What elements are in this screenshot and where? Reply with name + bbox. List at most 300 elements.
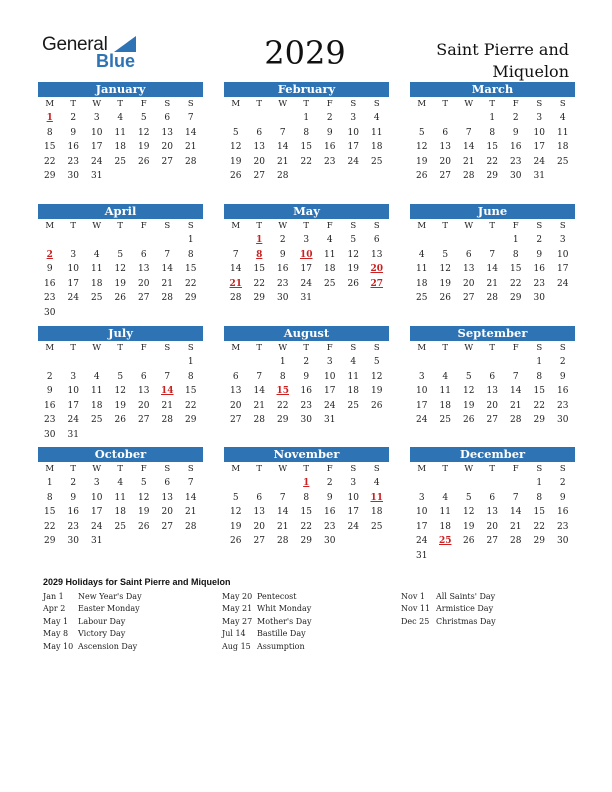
- weekday-label: S: [164, 343, 171, 353]
- calendar-date: 28: [161, 415, 173, 425]
- calendar-date: 11: [91, 264, 103, 274]
- month-title: July: [38, 326, 203, 341]
- calendar-date: 28: [185, 521, 197, 532]
- calendar-date: 7: [164, 249, 171, 260]
- holiday-date: 2: [46, 249, 53, 260]
- holiday-row: [401, 603, 571, 615]
- weekday-label: F: [140, 221, 147, 231]
- calendar-date: 6: [232, 371, 239, 382]
- calendar-date: 20: [486, 521, 498, 532]
- weekday-label: M: [45, 99, 55, 109]
- holiday-date-label: May 8: [43, 629, 69, 639]
- calendar-date: 25: [371, 521, 383, 532]
- calendar-date: 30: [300, 415, 312, 425]
- month-march: [410, 82, 575, 184]
- calendar-date: 2: [326, 113, 333, 123]
- calendar-date: 1: [279, 357, 286, 367]
- month-title: March: [410, 82, 575, 97]
- calendar-date: 5: [350, 235, 357, 245]
- weekday-label: S: [187, 343, 194, 353]
- calendar-date: 17: [416, 400, 428, 411]
- calendar-date: 16: [44, 400, 56, 411]
- empty-cell: [156, 355, 180, 370]
- calendar-date: 6: [164, 113, 171, 123]
- calendar-date: 12: [347, 249, 359, 260]
- calendar-date: 10: [67, 386, 79, 396]
- calendar-date: 7: [279, 127, 286, 138]
- calendar-date: 10: [91, 127, 103, 138]
- calendar-date: 1: [512, 235, 519, 245]
- calendar-date: 8: [512, 249, 519, 260]
- day-grid: [224, 97, 389, 184]
- calendar-date: 17: [416, 521, 428, 532]
- month-title: September: [410, 326, 575, 341]
- holiday-date-label: May 1: [43, 616, 69, 626]
- calendar-date: 1: [536, 357, 543, 367]
- weekday-label: M: [45, 221, 55, 231]
- holiday-row: [222, 641, 392, 653]
- holiday-row: [222, 628, 392, 640]
- calendar-date: 3: [350, 478, 357, 488]
- day-grid: [224, 462, 389, 549]
- calendar-date: 12: [114, 264, 126, 274]
- calendar-date: 13: [253, 142, 265, 152]
- calendar-date: 2: [512, 113, 519, 123]
- month-title: August: [224, 326, 389, 341]
- weekday-label: T: [117, 221, 124, 231]
- calendar-date: 6: [140, 371, 147, 382]
- calendar-date: 24: [67, 293, 79, 303]
- calendar-date: 25: [439, 415, 451, 425]
- calendar-date: 20: [463, 278, 475, 289]
- calendar-date: 9: [536, 249, 543, 260]
- calendar-date: 10: [347, 492, 359, 503]
- calendar-date: 11: [114, 492, 126, 503]
- calendar-date: 16: [533, 264, 545, 274]
- calendar-date: 15: [253, 264, 265, 274]
- calendar-date: 31: [91, 171, 103, 181]
- calendar-date: 24: [91, 156, 103, 167]
- calendar-date: 6: [465, 249, 472, 260]
- calendar-date: 26: [347, 278, 359, 289]
- calendar-date: 23: [300, 400, 312, 411]
- empty-cell: [132, 355, 156, 370]
- calendar-date: 9: [279, 249, 286, 260]
- calendar-date: 18: [347, 386, 359, 396]
- weekday-label: T: [256, 99, 263, 109]
- calendar-date: 25: [557, 156, 569, 167]
- weekday-label: W: [92, 99, 102, 109]
- calendar-date: 4: [93, 249, 100, 260]
- calendar-date: 14: [185, 492, 197, 503]
- calendar-date: 14: [510, 507, 522, 517]
- calendar-date: 5: [117, 249, 124, 260]
- calendar-date: 18: [557, 142, 569, 152]
- calendar-date: 12: [463, 507, 475, 517]
- holiday-column: [222, 591, 392, 653]
- calendar-date: 4: [93, 371, 100, 382]
- empty-cell: [481, 233, 505, 248]
- calendar-date: 30: [67, 171, 79, 181]
- calendar-date: 21: [185, 142, 197, 152]
- calendar-date: 9: [326, 127, 333, 138]
- calendar-date: 7: [489, 249, 496, 260]
- calendar-date: 18: [439, 521, 451, 532]
- weekday-label: S: [164, 221, 171, 231]
- weekday-label: S: [350, 464, 357, 474]
- holiday-date: 1: [256, 235, 263, 245]
- weekday-label: T: [256, 221, 263, 231]
- holiday-row: [43, 603, 213, 615]
- empty-cell: [38, 355, 62, 370]
- calendar-date: 4: [117, 113, 124, 123]
- calendar-date: 16: [277, 264, 289, 274]
- calendar-date: 8: [536, 371, 543, 382]
- calendar-date: 26: [463, 415, 475, 425]
- calendar-date: 10: [324, 371, 336, 382]
- calendar-date: 9: [559, 371, 566, 382]
- holiday-date: 8: [256, 249, 263, 260]
- calendar-date: 26: [463, 536, 475, 546]
- calendar-date: 24: [347, 156, 359, 167]
- holiday-name: Ascension Day: [78, 641, 138, 651]
- holiday-name: Easter Monday: [78, 604, 140, 614]
- calendar-date: 8: [279, 371, 286, 382]
- holiday-row: [43, 591, 213, 603]
- calendar-date: 5: [232, 127, 239, 138]
- weekday-label: W: [464, 221, 474, 231]
- calendar-date: 5: [117, 371, 124, 382]
- calendar-date: 28: [161, 293, 173, 303]
- day-grid: [38, 219, 203, 320]
- calendar-date: 10: [557, 249, 569, 260]
- calendar-date: 12: [371, 371, 383, 382]
- empty-cell: [62, 355, 86, 370]
- month-title: February: [224, 82, 389, 97]
- weekday-label: T: [442, 221, 449, 231]
- calendar-date: 8: [187, 249, 194, 260]
- month-may: [224, 204, 389, 306]
- weekday-label: S: [187, 464, 194, 474]
- calendar-date: 30: [67, 536, 79, 546]
- calendar-date: 30: [557, 415, 569, 425]
- empty-cell: [38, 233, 62, 248]
- calendar-date: 27: [253, 171, 265, 181]
- calendar-date: 20: [138, 278, 150, 289]
- calendar-date: 25: [347, 400, 359, 411]
- calendar-date: 23: [510, 156, 522, 167]
- empty-cell: [109, 355, 133, 370]
- weekday-label: S: [187, 221, 194, 231]
- holiday-row: [222, 603, 392, 615]
- calendar-date: 13: [439, 142, 451, 152]
- calendar-date: 6: [442, 127, 449, 138]
- calendar-date: 30: [44, 307, 56, 318]
- calendar-date: 23: [67, 521, 79, 532]
- weekday-label: W: [278, 464, 288, 474]
- calendar-date: 20: [253, 521, 265, 532]
- weekday-label: W: [278, 221, 288, 231]
- calendar-date: 29: [185, 293, 197, 303]
- calendar-date: 7: [512, 371, 519, 382]
- calendar-date: 13: [138, 264, 150, 274]
- calendar-date: 13: [161, 127, 173, 138]
- calendar-date: 16: [510, 142, 522, 152]
- calendar-date: 24: [533, 156, 545, 167]
- calendar-date: 12: [463, 386, 475, 396]
- holiday-date-label: Jul 14: [222, 629, 246, 639]
- calendar-date: 27: [138, 415, 150, 425]
- calendar-date: 12: [230, 507, 242, 517]
- calendar-date: 12: [138, 127, 150, 138]
- calendar-date: 29: [185, 415, 197, 425]
- calendar-date: 16: [324, 507, 336, 517]
- calendar-date: 8: [536, 492, 543, 503]
- calendar-date: 23: [324, 156, 336, 167]
- calendar-date: 20: [161, 507, 173, 517]
- weekday-label: S: [373, 221, 380, 231]
- weekday-label: F: [326, 464, 333, 474]
- calendar-date: 26: [439, 293, 451, 303]
- weekday-label: F: [140, 99, 147, 109]
- calendar-date: 26: [138, 156, 150, 167]
- empty-cell: [109, 233, 133, 248]
- calendar-date: 1: [303, 113, 310, 123]
- empty-cell: [457, 233, 481, 248]
- calendar-date: 17: [533, 142, 545, 152]
- calendar-date: 11: [416, 264, 428, 274]
- calendar-date: 24: [416, 415, 428, 425]
- calendar-date: 6: [489, 492, 496, 503]
- day-grid: [410, 97, 575, 184]
- holiday-date-label: Jan 1: [43, 592, 64, 601]
- calendar-date: 14: [510, 386, 522, 396]
- calendar-date: 13: [463, 264, 475, 274]
- holiday-date-label: May 10: [43, 641, 74, 651]
- month-title: December: [410, 447, 575, 462]
- calendar-date: 15: [44, 507, 56, 517]
- month-december: [410, 447, 575, 563]
- weekday-label: T: [70, 343, 77, 353]
- calendar-date: 15: [185, 386, 197, 396]
- calendar-date: 14: [230, 264, 242, 274]
- holiday-date: 15: [276, 386, 290, 396]
- calendar-date: 22: [185, 400, 197, 411]
- empty-cell: [224, 476, 248, 491]
- weekday-label: T: [489, 464, 496, 474]
- calendar-date: 31: [91, 536, 103, 546]
- calendar-date: 27: [230, 415, 242, 425]
- weekday-label: F: [326, 343, 333, 353]
- weekday-label: W: [464, 343, 474, 353]
- holiday-date-label: Apr 2: [43, 604, 66, 614]
- calendar-date: 6: [140, 249, 147, 260]
- holiday-date: 25: [438, 536, 452, 546]
- calendar-date: 8: [46, 492, 53, 503]
- holiday-date: 21: [229, 278, 243, 289]
- calendar-date: 16: [557, 507, 569, 517]
- holiday-date: 27: [370, 278, 384, 289]
- weekday-label: W: [92, 221, 102, 231]
- holiday-date-label: Dec 25: [401, 616, 430, 626]
- calendar-date: 3: [93, 113, 100, 123]
- weekday-label: W: [278, 343, 288, 353]
- calendar-date: 3: [93, 478, 100, 488]
- calendar-date: 26: [138, 521, 150, 532]
- day-grid: [224, 341, 389, 428]
- calendar-date: 26: [416, 171, 428, 181]
- calendar-date: 25: [114, 156, 126, 167]
- empty-cell: [224, 111, 248, 126]
- calendar-date: 13: [371, 249, 383, 260]
- calendar-date: 7: [512, 492, 519, 503]
- calendar-date: 16: [67, 507, 79, 517]
- calendar-date: 17: [324, 386, 336, 396]
- calendar-year: 2029: [264, 34, 346, 72]
- calendar-date: 22: [44, 521, 56, 532]
- calendar-date: 19: [416, 156, 428, 167]
- weekday-label: S: [536, 343, 543, 353]
- calendar-date: 31: [67, 429, 79, 440]
- calendar-date: 5: [140, 113, 147, 123]
- calendar-date: 2: [279, 235, 286, 245]
- weekday-label: T: [117, 343, 124, 353]
- calendar-date: 1: [489, 113, 496, 123]
- weekday-label: F: [512, 464, 519, 474]
- calendar-date: 17: [300, 264, 312, 274]
- calendar-date: 19: [463, 521, 475, 532]
- month-april: [38, 204, 203, 320]
- calendar-date: 17: [91, 142, 103, 152]
- logo-blue-text: Blue: [96, 51, 136, 71]
- day-grid: [38, 97, 203, 184]
- calendar-date: 1: [187, 357, 194, 367]
- holiday-name: Whit Monday: [257, 604, 312, 614]
- weekday-label: F: [512, 221, 519, 231]
- weekday-label: S: [373, 343, 380, 353]
- calendar-date: 19: [138, 507, 150, 517]
- calendar-date: 20: [253, 156, 265, 167]
- day-grid: [224, 219, 389, 306]
- calendar-date: 23: [44, 415, 56, 425]
- holiday-row: [43, 641, 213, 653]
- calendar-date: 1: [187, 235, 194, 245]
- empty-cell: [410, 233, 434, 248]
- calendar-date: 12: [114, 386, 126, 396]
- weekday-label: F: [512, 99, 519, 109]
- calendar-date: 12: [230, 142, 242, 152]
- calendar-date: 17: [91, 507, 103, 517]
- weekday-label: S: [164, 99, 171, 109]
- calendar-date: 15: [533, 507, 545, 517]
- calendar-date: 22: [300, 156, 312, 167]
- calendar-date: 29: [533, 536, 545, 546]
- calendar-date: 5: [232, 492, 239, 503]
- region-name: [369, 39, 569, 83]
- calendar-date: 24: [300, 278, 312, 289]
- calendar-date: 11: [347, 371, 359, 382]
- calendar-date: 29: [486, 171, 498, 181]
- calendar-date: 4: [326, 235, 333, 245]
- calendar-date: 3: [326, 357, 333, 367]
- calendar-date: 6: [373, 235, 380, 245]
- calendar-date: 2: [559, 357, 566, 367]
- calendar-date: 11: [91, 386, 103, 396]
- calendar-date: 29: [510, 293, 522, 303]
- calendar-date: 22: [277, 400, 289, 411]
- empty-cell: [248, 111, 272, 126]
- calendar-date: 26: [230, 536, 242, 546]
- calendar-date: 25: [114, 521, 126, 532]
- empty-cell: [224, 233, 248, 248]
- month-september: [410, 326, 575, 428]
- calendar-date: 15: [486, 142, 498, 152]
- calendar-date: 2: [326, 478, 333, 488]
- calendar-date: 22: [44, 156, 56, 167]
- calendar-date: 27: [138, 293, 150, 303]
- calendar-date: 21: [161, 400, 173, 411]
- weekday-label: M: [417, 343, 427, 353]
- calendar-date: 16: [557, 386, 569, 396]
- empty-cell: [248, 476, 272, 491]
- calendar-date: 11: [371, 127, 383, 138]
- calendar-date: 18: [324, 264, 336, 274]
- holiday-row: [222, 591, 392, 603]
- calendar-date: 14: [253, 386, 265, 396]
- calendar-date: 3: [303, 235, 310, 245]
- holiday-name: Christmas Day: [436, 616, 496, 626]
- calendar-date: 17: [347, 507, 359, 517]
- month-august: [224, 326, 389, 428]
- calendar-date: 30: [44, 429, 56, 440]
- calendar-date: 2: [303, 357, 310, 367]
- calendar-date: 19: [230, 521, 242, 532]
- weekday-label: S: [559, 99, 566, 109]
- calendar-date: 10: [416, 507, 428, 517]
- empty-cell: [410, 476, 434, 491]
- calendar-date: 4: [442, 371, 449, 382]
- calendar-date: 4: [373, 113, 380, 123]
- calendar-date: 28: [277, 536, 289, 546]
- calendar-date: 29: [44, 536, 56, 546]
- calendar-date: 27: [161, 156, 173, 167]
- calendar-date: 25: [371, 156, 383, 167]
- weekday-label: S: [373, 99, 380, 109]
- empty-cell: [132, 233, 156, 248]
- weekday-label: T: [303, 221, 310, 231]
- calendar-date: 30: [557, 536, 569, 546]
- holiday-date-label: Nov 11: [401, 604, 431, 614]
- holiday-name: New Year's Day: [78, 592, 142, 601]
- calendar-date: 24: [347, 521, 359, 532]
- calendar-date: 23: [557, 400, 569, 411]
- calendar-date: 5: [418, 127, 425, 138]
- weekday-label: T: [303, 464, 310, 474]
- calendar-date: 14: [277, 142, 289, 152]
- calendar-date: 27: [486, 536, 498, 546]
- weekday-label: M: [417, 221, 427, 231]
- calendar-date: 13: [253, 507, 265, 517]
- calendar-date: 22: [300, 521, 312, 532]
- calendar-date: 28: [230, 293, 242, 303]
- calendar-date: 8: [303, 127, 310, 138]
- calendar-date: 13: [138, 386, 150, 396]
- calendar-date: 20: [486, 400, 498, 411]
- calendar-date: 30: [533, 293, 545, 303]
- calendar-date: 29: [533, 415, 545, 425]
- calendar-date: 19: [230, 156, 242, 167]
- calendar-date: 23: [67, 156, 79, 167]
